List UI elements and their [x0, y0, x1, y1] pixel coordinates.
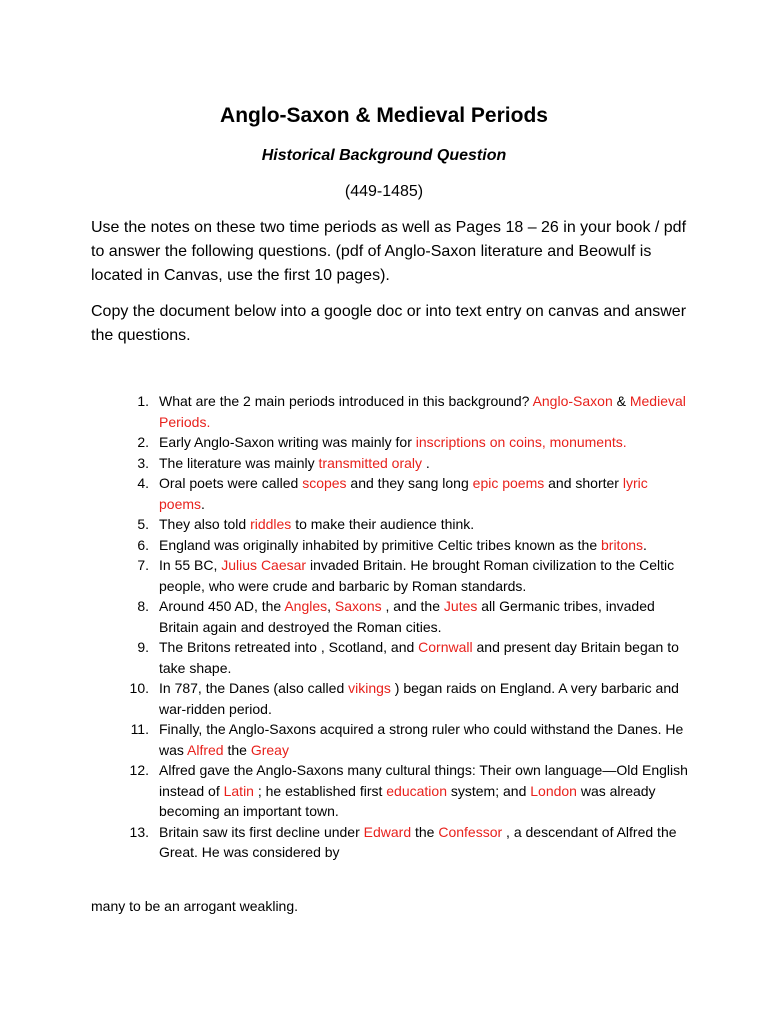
question-text: Oral poets were called	[159, 475, 303, 491]
answer-text: London	[530, 782, 577, 799]
question-text: all Germanic tribes, invaded Britain again and destroyed the Roman cities.	[159, 598, 655, 635]
question-number: 12.	[129, 762, 149, 778]
question-number: 3.	[137, 454, 149, 471]
question-text: The Britons retreated into , Scotland, and	[159, 639, 419, 655]
answer-text: Saxons	[334, 598, 382, 614]
question-number: 9.	[137, 639, 149, 655]
instruction-paragraph: Copy the document below into a google doc or into text entry on canvas and answer the questions.	[91, 303, 687, 344]
question-text: and they sang long	[346, 475, 473, 491]
answer-text: vikings	[348, 680, 391, 696]
question-number: 6.	[137, 536, 149, 553]
answer-text: Medieval Periods.	[159, 393, 686, 430]
question-text: the	[411, 823, 439, 840]
question-text: was already becoming an important town.	[159, 782, 656, 819]
question-text: .	[201, 495, 205, 512]
answer-text: Cornwall	[418, 639, 473, 655]
answer-text: inscriptions on coins, monuments.	[415, 434, 627, 450]
question-item	[91, 822, 691, 863]
answer-text: britons	[601, 536, 644, 553]
answer-text: Anglo-Saxon	[532, 393, 613, 409]
question-text: Early Anglo-Saxon writing was mainly for	[159, 434, 416, 450]
continuation-line: many to be an arrogant weakling.	[91, 898, 299, 914]
question-number: 2.	[137, 434, 149, 450]
answer-text: education	[386, 782, 447, 799]
question-number: 10.	[129, 680, 149, 696]
question-list	[91, 391, 691, 863]
question-item	[91, 596, 691, 637]
question-text: , a descendant of Alfred the Great. He was considered by	[159, 823, 677, 860]
question-text: England was originally inhabited by primitive Celtic tribes known as the	[159, 536, 601, 553]
answer-text: riddles	[250, 516, 292, 532]
question-text: Around 450 AD, the	[159, 598, 285, 614]
question-text: In 787, the Danes (also called	[159, 680, 349, 696]
date-range: (449-1485)	[344, 183, 424, 200]
question-item	[91, 514, 691, 535]
question-item	[91, 473, 691, 514]
question-text: &	[612, 393, 630, 409]
question-item	[91, 391, 691, 432]
question-text: the	[223, 741, 251, 758]
question-number: 11.	[130, 721, 149, 737]
question-number: 4.	[137, 475, 149, 491]
question-text: Alfred gave the Anglo-Saxons many cultural things: Their own language—Old English instead of	[159, 762, 688, 799]
document-title: Anglo-Saxon & Medieval Periods	[220, 104, 548, 127]
question-text: The literature was mainly	[159, 454, 319, 471]
question-text: system; and	[446, 782, 531, 799]
question-text: Britain saw its first decline under	[159, 823, 364, 840]
answer-text: lyric poems	[159, 475, 648, 512]
question-item	[91, 555, 691, 596]
answer-text: Angles	[284, 598, 328, 614]
question-text: They also told	[159, 516, 251, 532]
question-item	[91, 760, 691, 822]
question-text: invaded Britain. He brought Roman civilization to the Celtic people, who were crude and barbaric by Roman standards.	[159, 557, 675, 594]
question-text: ,	[327, 598, 335, 614]
question-number: 5.	[137, 516, 149, 532]
question-item	[91, 432, 691, 453]
question-text: and present day Britain began to take shape.	[159, 639, 679, 676]
answer-text: epic poems	[472, 475, 545, 491]
question-text: , and the	[381, 598, 444, 614]
question-number: 13.	[129, 823, 149, 840]
question-number: 8.	[137, 598, 149, 614]
question-item	[91, 535, 691, 556]
answer-text: Edward	[363, 823, 412, 840]
document-subtitle: Historical Background Question	[261, 147, 507, 164]
answer-text: Jutes	[443, 598, 478, 614]
question-number: 1.	[137, 393, 149, 409]
answer-text: Alfred	[187, 741, 224, 758]
answer-text: scopes	[302, 475, 347, 491]
question-text: In 55 BC,	[159, 557, 222, 573]
question-number: 7.	[137, 557, 149, 573]
answer-text: Latin	[223, 782, 254, 799]
question-text: to make their audience think.	[291, 516, 475, 532]
question-text: and shorter	[544, 475, 623, 491]
answer-text: Confessor	[438, 823, 503, 840]
question-item	[91, 719, 691, 760]
question-text: ; he established first	[253, 782, 387, 799]
question-text: .	[643, 536, 647, 553]
question-text: ) began raids on England. A very barbaric and war-ridden period.	[159, 680, 679, 717]
question-text: .	[422, 454, 430, 471]
question-item	[91, 637, 691, 678]
question-item	[91, 678, 691, 719]
answer-text: Julius Caesar	[221, 557, 307, 573]
answer-text: transmitted oraly	[318, 454, 422, 471]
question-text: What are the 2 main periods introduced in this background?	[159, 393, 533, 409]
intro-paragraph: Use the notes on these two time periods as well as Pages 18 – 26 in your book / pdf to answer the following questions. (pdf of Anglo-Saxon literature and Beowulf is located in Canvas, use the first 10 pages).	[91, 219, 687, 284]
question-item	[91, 453, 691, 474]
question-text: Finally, the Anglo-Saxons acquired a strong ruler who could withstand the Danes. He was	[159, 721, 684, 758]
answer-text: Greay	[250, 741, 289, 758]
